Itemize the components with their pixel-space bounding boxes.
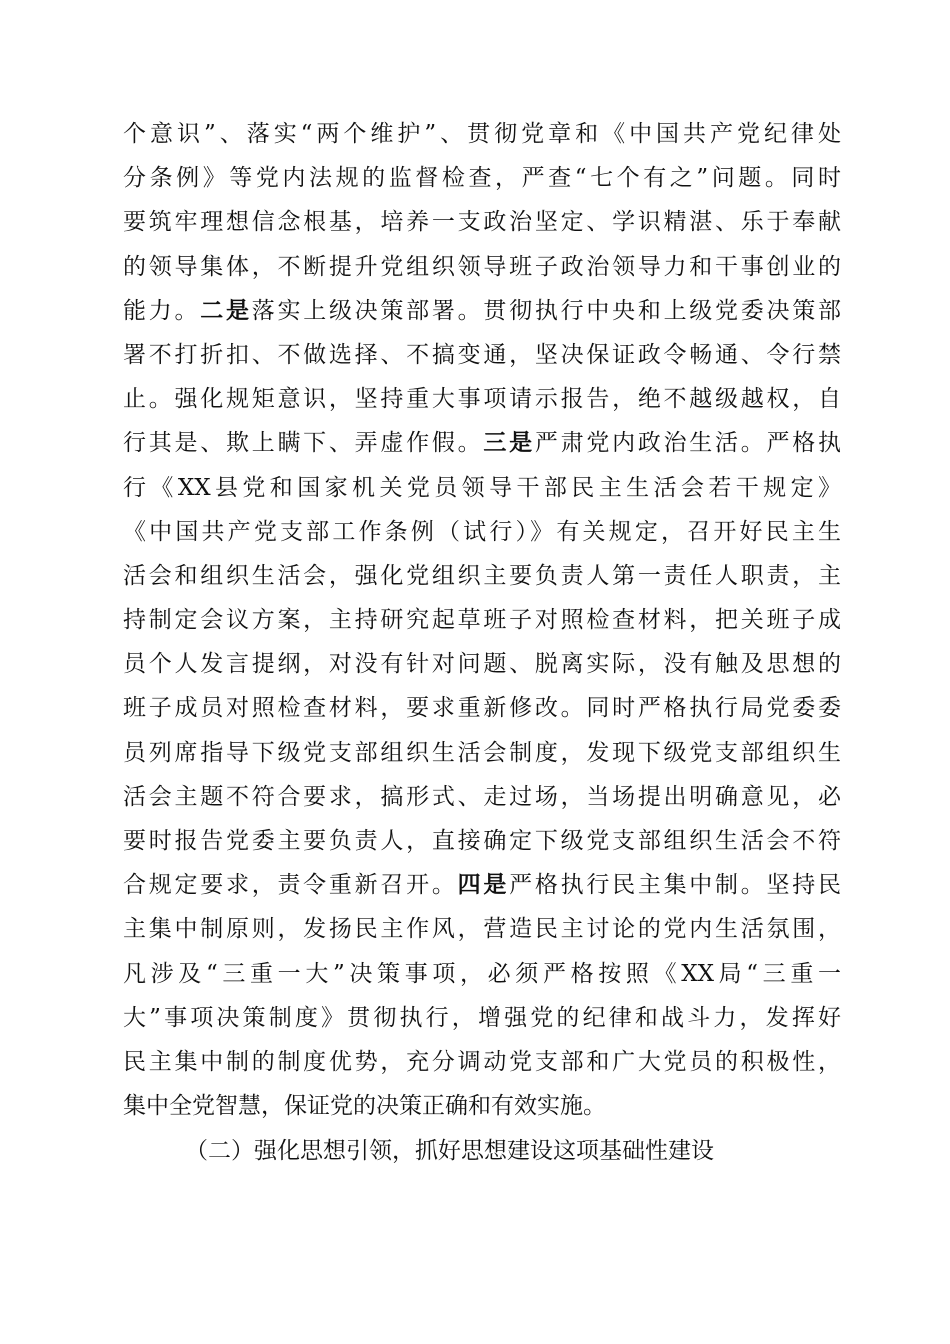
text-line: 《中国共产党支部工作条例（试行）》有关规定，召开好民主生	[123, 518, 841, 545]
text-line: 集中全党智慧，保证党的决策正确和有效实施。	[123, 1093, 606, 1120]
text-line: 员列席指导下级党支部组织生活会制度，发现下级党支部组织生	[123, 739, 841, 766]
text-line: 班子成员对照检查材料，要求重新修改。同时严格执行局党委委	[123, 695, 841, 722]
text-line: 止。强化规矩意识，坚持重大事项请示报告，绝不越级越权，自	[123, 386, 841, 413]
text-line: 要筑牢理想信念根基，培养一支政治坚定、学识精湛、乐于奉献	[123, 209, 841, 236]
text-line	[123, 863, 841, 907]
text-line: 主集中制原则，发扬民主作风，营造民主讨论的党内生活氛围，	[123, 916, 841, 943]
text-segment: 严格执行民主集中制。坚持民	[509, 872, 841, 899]
text-segment: 行其是、欺上瞒下、弄虚作假。	[123, 430, 484, 457]
text-segment: 严肃党内政治生活。严格执	[534, 430, 841, 457]
text-line: 个意识”、落实“两个维护”、贯彻党章和《中国共产党纪律处	[123, 121, 841, 147]
text-segment: 落实上级决策部署。贯彻执行中央和上级党委决策部	[251, 297, 841, 324]
bold-marker: 二是	[200, 296, 252, 324]
text-line: 凡涉及“三重一大”决策事项，必须严格按照《XX局“三重一	[123, 960, 841, 987]
section-heading: （二）强化思想引领，抓好思想建设这项基础性建设	[185, 1138, 714, 1165]
document-body	[123, 112, 841, 1174]
text-line: 行《XX县党和国家机关党员领导干部民主生活会若干规定》	[123, 474, 841, 501]
bold-marker: 四是	[457, 871, 510, 899]
text-line: 民主集中制的制度优势，充分调动党支部和广大党员的积极性，	[123, 1048, 841, 1075]
text-line: 署不打折扣、不做选择、不搞变通，坚决保证政令畅通、令行禁	[123, 341, 841, 368]
text-segment: 能力。	[123, 297, 201, 324]
text-line: 的领导集体，不断提升党组织领导班子政治领导力和干事创业的	[123, 253, 841, 280]
text-line	[123, 289, 841, 333]
text-segment: 合规定要求，责令重新召开。	[123, 872, 458, 899]
text-line: 员个人发言提纲，对没有针对问题、脱离实际，没有触及思想的	[123, 651, 841, 678]
text-line: 持制定会议方案，主持研究起草班子对照检查材料，把关班子成	[123, 607, 841, 634]
text-line	[123, 421, 841, 465]
text-line: 活会主题不符合要求，搞形式、走过场，当场提出明确意见，必	[123, 783, 841, 810]
text-line: 活会和组织生活会，强化党组织主要负责人第一责任人职责，主	[123, 562, 841, 589]
text-line: 大”事项决策制度》贯彻执行，增强党的纪律和战斗力，发挥好	[123, 1004, 841, 1031]
bold-marker: 三是	[483, 429, 535, 457]
text-line: 要时报告党委主要负责人，直接确定下级党支部组织生活会不符	[123, 828, 841, 854]
text-line: 分条例》等党内法规的监督检查，严查“七个有之”问题。同时	[123, 165, 841, 192]
